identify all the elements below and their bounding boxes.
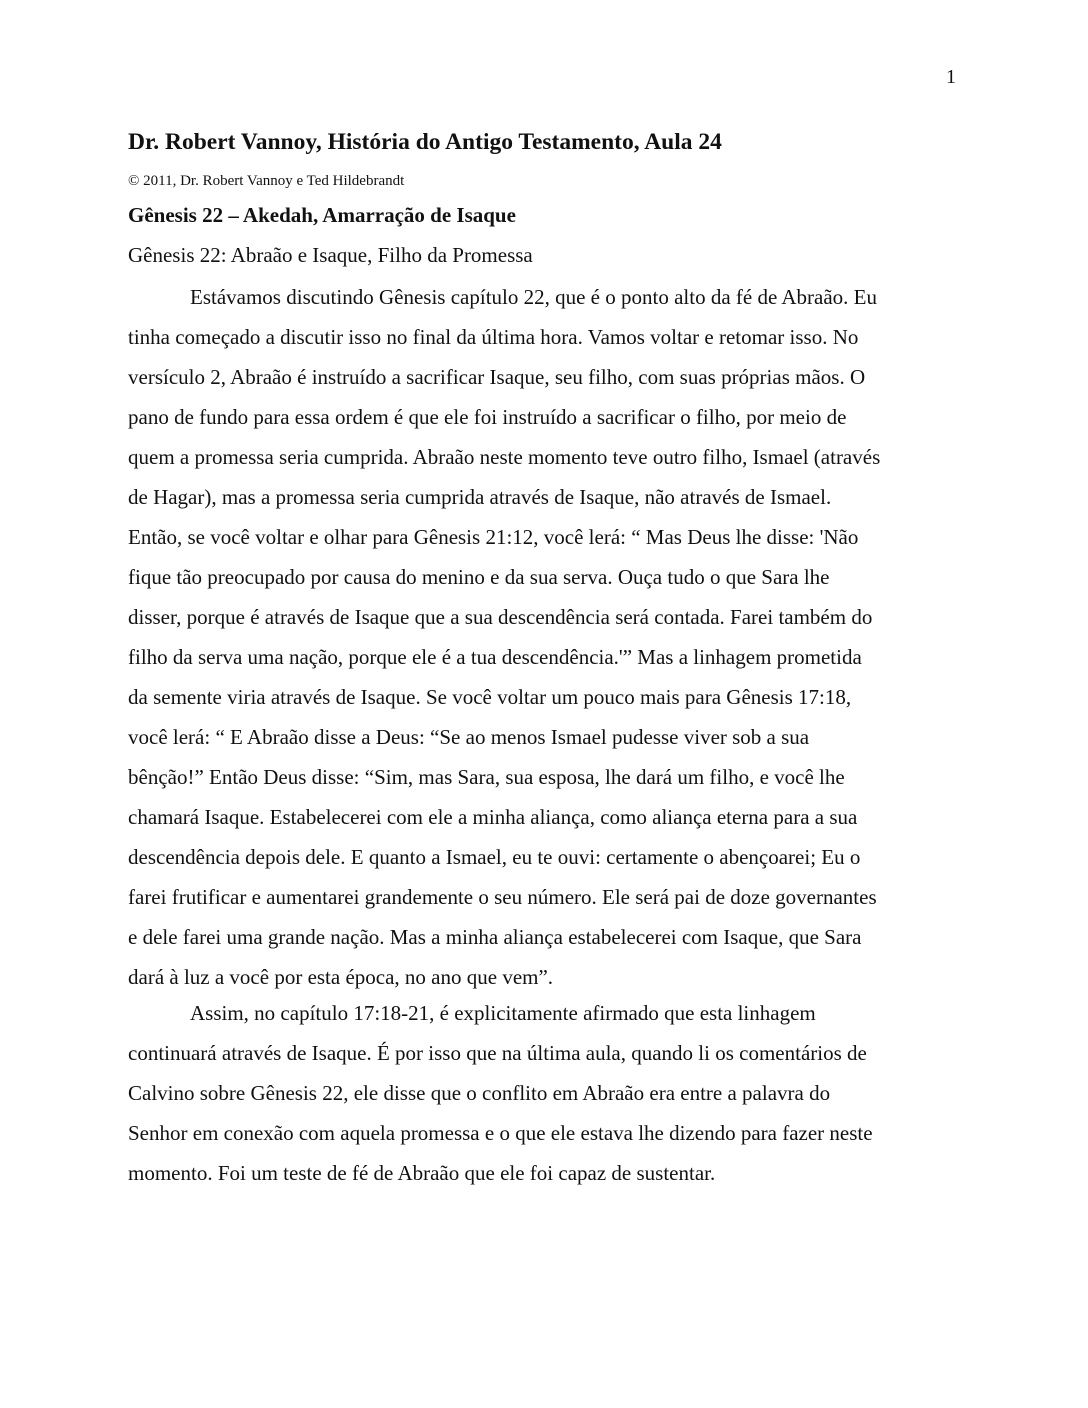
text-line: Senhor em conexão com aquela promessa e o que ele estava lhe dizendo para fazer neste bbox=[128, 1121, 873, 1145]
text-line: descendência depois dele. E quanto a Ismael, eu te ouvi: certamente o abençoarei; Eu o bbox=[128, 845, 861, 869]
text-line: você lerá: “ E Abraão disse a Deus: “Se ao menos Ismael pudesse viver sob a sua bbox=[128, 725, 810, 749]
paragraph-2 bbox=[128, 993, 988, 1193]
paragraph-1 bbox=[128, 277, 988, 997]
text-line: filho da serva uma nação, porque ele é a tua descendência.'” Mas a linhagem prometida bbox=[128, 645, 862, 669]
text-line: Então, se você voltar e olhar para Gênesis 21:12, você lerá: “ Mas Deus lhe disse: 'Não bbox=[128, 525, 859, 549]
document-title: Dr. Robert Vannoy, História do Antigo Testamento, Aula 24 bbox=[128, 129, 722, 155]
text-line: momento. Foi um teste de fé de Abraão que ele foi capaz de sustentar. bbox=[128, 1161, 716, 1185]
text-line: fique tão preocupado por causa do menino e da sua serva. Ouça tudo o que Sara lhe bbox=[128, 565, 830, 589]
text-line: farei frutificar e aumentarei grandemente o seu número. Ele será pai de doze governantes bbox=[128, 885, 877, 909]
text-line: disser, porque é através de Isaque que a sua descendência será contada. Farei também do bbox=[128, 605, 873, 629]
text-line: versículo 2, Abraão é instruído a sacrificar Isaque, seu filho, com suas próprias mãos. O bbox=[128, 365, 866, 389]
text-line: dará à luz a você por esta época, no ano que vem”. bbox=[128, 965, 554, 989]
text-line: de Hagar), mas a promessa seria cumprida através de Isaque, não através de Ismael. bbox=[128, 485, 832, 509]
text-line: pano de fundo para essa ordem é que ele foi instruído a sacrificar o filho, por meio de bbox=[128, 405, 847, 429]
text-line: Calvino sobre Gênesis 22, ele disse que o conflito em Abraão era entre a palavra do bbox=[128, 1081, 831, 1105]
section-subheading: Gênesis 22: Abraão e Isaque, Filho da Promessa bbox=[128, 243, 533, 267]
text-line: bênção!” Então Deus disse: “Sim, mas Sara, sua esposa, lhe dará um filho, e você lhe bbox=[128, 765, 845, 789]
text-line: Estávamos discutindo Gênesis capítulo 22, que é o ponto alto da fé de Abraão. Eu bbox=[190, 285, 878, 309]
text-line: quem a promessa seria cumprida. Abraão neste momento teve outro filho, Ismael (através bbox=[128, 445, 881, 469]
text-line: da semente viria através de Isaque. Se você voltar um pouco mais para Gênesis 17:18, bbox=[128, 685, 852, 709]
page-number: 1 bbox=[946, 66, 956, 88]
text-line: chamará Isaque. Estabelecerei com ele a minha aliança, como aliança eterna para a sua bbox=[128, 805, 858, 829]
text-line: Assim, no capítulo 17:18-21, é explicitamente afirmado que esta linhagem bbox=[190, 1001, 816, 1025]
text-line: e dele farei uma grande nação. Mas a minha aliança estabelecerei com Isaque, que Sara bbox=[128, 925, 862, 949]
section-heading: Gênesis 22 – Akedah, Amarração de Isaque bbox=[128, 203, 516, 227]
text-line: continuará através de Isaque. É por isso que na última aula, quando li os comentários de bbox=[128, 1041, 867, 1065]
copyright-notice: © 2011, Dr. Robert Vannoy e Ted Hildebrandt bbox=[128, 173, 405, 189]
text-line: tinha começado a discutir isso no final da última hora. Vamos voltar e retomar isso. No bbox=[128, 325, 859, 349]
